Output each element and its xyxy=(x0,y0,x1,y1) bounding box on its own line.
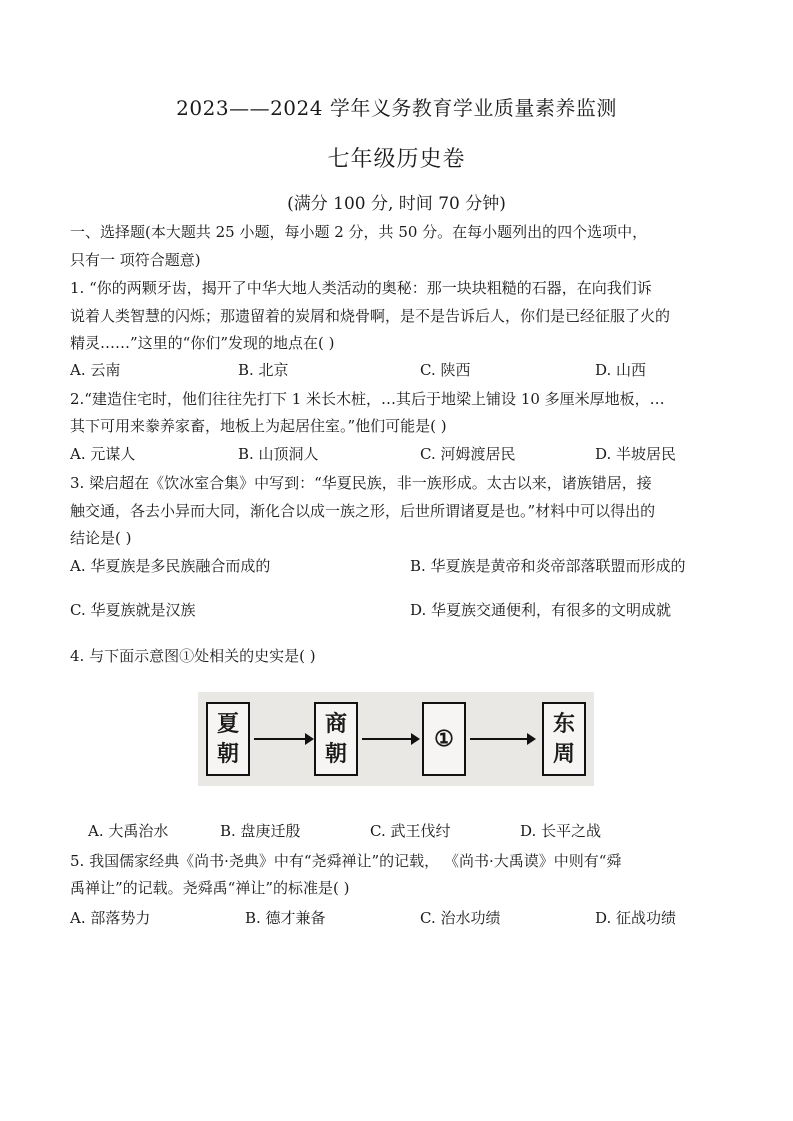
option-c: C. 武王伐纣 xyxy=(370,822,451,840)
question-text-line: 说着人类智慧的闪烁；那遗留着的炭屑和烧骨啊，是不是告诉后人，你们是已经征服了火的 xyxy=(70,307,671,325)
section-heading-line2: 只有一 项符合题意) xyxy=(70,251,201,269)
diagram-box-blank xyxy=(422,702,466,776)
diagram-box-shang xyxy=(314,702,358,776)
option-a: A. 元谋人 xyxy=(70,445,136,463)
option-d: D. 长平之战 xyxy=(520,822,602,840)
exam-title: 2023——2024 学年义务教育学业质量素养监测 xyxy=(176,96,617,120)
option-b: B. 北京 xyxy=(238,361,289,379)
option-d: D. 华夏族交通便利，有很多的文明成就 xyxy=(410,601,672,619)
option-c: C. 陕西 xyxy=(420,361,471,379)
exam-subtitle: 七年级历史卷 xyxy=(327,147,466,172)
diagram-box-xia xyxy=(206,702,250,776)
arrow-icon xyxy=(254,738,312,740)
question-text-line: 2.“建造住宅时，他们往往先打下 1 米长木桩，…其后于地梁上铺设 10 多厘米厚地板，… xyxy=(70,390,665,408)
question-text-line: 5. 我国儒家经典《尚书·尧典》中有“尧舜禅让”的记载， 《尚书·大禹谟》中则有“舜 xyxy=(70,852,622,870)
arrow-icon xyxy=(362,738,418,740)
question-text-line: 结论是( ) xyxy=(70,529,132,547)
option-d: D. 山西 xyxy=(595,361,647,379)
diagram-char: ① xyxy=(434,726,454,752)
option-c: C. 华夏族就是汉族 xyxy=(70,601,196,619)
diagram-char: 周 xyxy=(552,741,575,767)
option-b: B. 德才兼备 xyxy=(245,909,326,927)
option-a: A. 云南 xyxy=(70,361,121,379)
diagram-char: 朝 xyxy=(324,741,347,767)
option-c: C. 河姆渡居民 xyxy=(420,445,516,463)
question-text-line: 3. 梁启超在《饮冰室合集》中写到：“华夏民族，非一族形成。太古以来，诸族错居，接 xyxy=(70,474,652,492)
option-a: A. 部落势力 xyxy=(70,909,151,927)
exam-meta: (满分 100 分, 时间 70 分钟) xyxy=(287,194,506,214)
diagram-char: 东 xyxy=(552,711,575,737)
option-b: B. 华夏族是黄帝和炎帝部落联盟而形成的 xyxy=(410,557,686,575)
question-text-line: 其下可用来豢养家畜，地板上为起居住室。”他们可能是( ) xyxy=(70,417,447,435)
question-text-line: 4. 与下面示意图①处相关的史实是( ) xyxy=(70,647,316,665)
diagram-char: 朝 xyxy=(216,741,239,767)
diagram-char: 商 xyxy=(324,711,347,737)
question-text-line: 禹禅让”的记载。尧舜禹“禅让”的标准是( ) xyxy=(70,879,350,897)
option-d: D. 半坡居民 xyxy=(595,445,677,463)
option-c: C. 治水功绩 xyxy=(420,909,501,927)
diagram-char: 夏 xyxy=(216,711,239,737)
option-d: D. 征战功绩 xyxy=(595,909,677,927)
option-b: B. 山顶洞人 xyxy=(238,445,319,463)
section-heading-line1: 一、选择题(本大题共 25 小题，每小题 2 分，共 50 分。在每小题列出的四个选项中， xyxy=(70,223,648,241)
question-text-line: 精灵……”这里的“你们”发现的地点在( ) xyxy=(70,334,335,352)
option-b: B. 盘庚迁殷 xyxy=(220,822,301,840)
question-text-line: 1. “你的两颗牙齿，揭开了中华大地人类活动的奥秘：那一块块粗糙的石器，在向我们诉 xyxy=(70,279,652,297)
option-a: A. 华夏族是多民族融合而成的 xyxy=(70,557,271,575)
dynasty-flow-diagram xyxy=(198,692,594,786)
arrow-icon xyxy=(470,738,534,740)
diagram-box-dongzhou xyxy=(542,702,586,776)
question-text-line: 触交通，各去小异而大同，渐化合以成一族之形，后世所谓诸夏是也。”材料中可以得出的 xyxy=(70,502,656,520)
option-a: A. 大禹治水 xyxy=(88,822,169,840)
